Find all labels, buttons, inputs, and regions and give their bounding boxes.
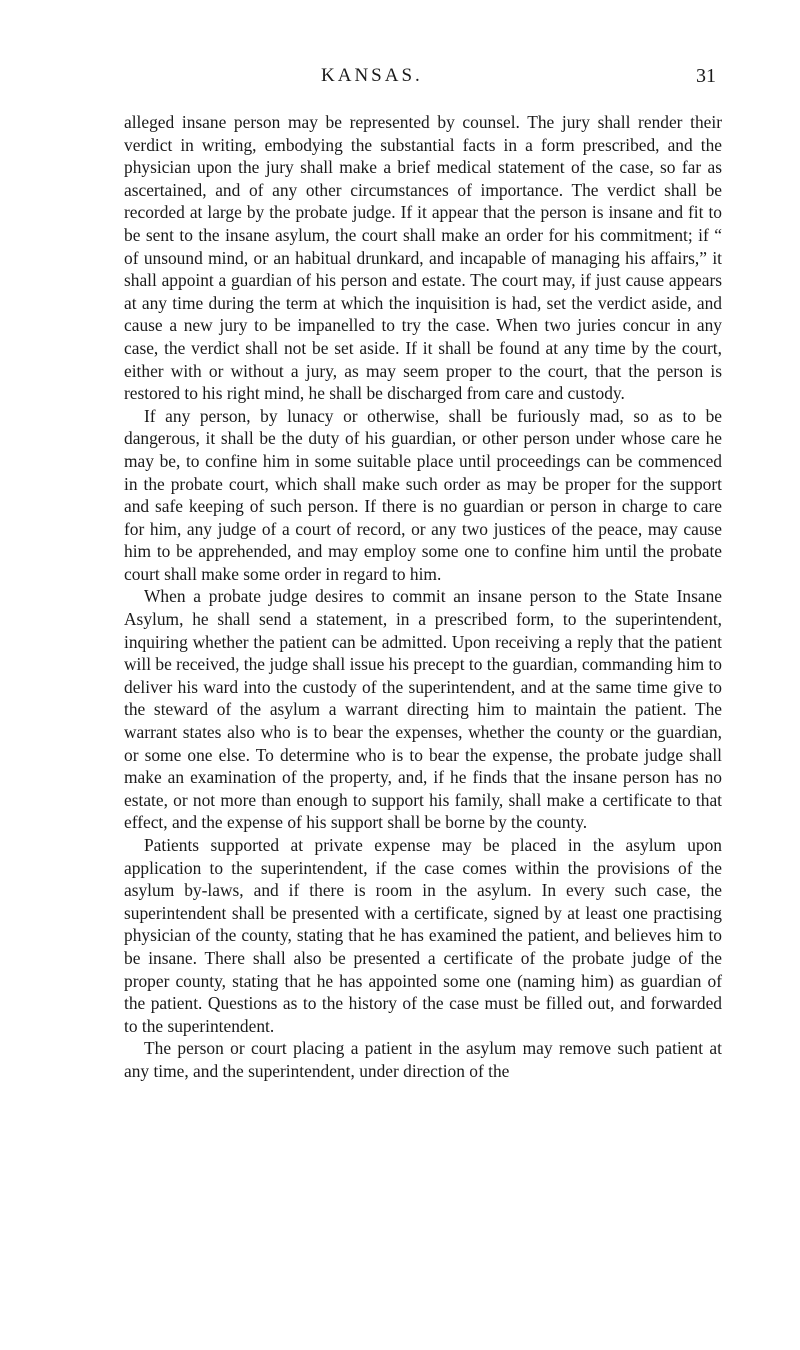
page-header <box>126 64 716 88</box>
paragraph-private-patients: Patients supported at private expense may be placed in the asylum upon application to the superintendent, if the case comes within the provisions of the asylum by-laws, and if there is room in the asylum. In every such case, the superintendent shall be presented with a certificate, signed by at least one practising physician of the county, stating that he has examined the patient, and believes him to be insane. There shall also be presented a certificate of the probate judge of the proper county, stating that he has appointed some one (naming him) as guardian of the patient. Questions as to the history of the case must be filled out, and forwarded to the superintendent. <box>124 835 722 1036</box>
running-head: KANSAS. <box>321 65 423 86</box>
paragraph-commitment-verdict: alleged insane person may be represented by counsel. The jury shall render their verdict in writing, embodying the substantial facts in a form prescribed, and the physician upon the jury shall make a brief medical statement of the case, so far as ascertained, and of any other circumstances of importance. The verdict shall be recorded at large by the probate judge. If it appear that the person is insane and fit to be sent to the insane asylum, the court shall make an order for his commitment; if “ of unsound mind, or an habitual drunkard, and incapable of managing his affairs,” it shall appoint a guardian of his person and estate. The court may, if just cause appears at any time during the term at which the inquisition is had, set the verdict aside, and cause a new jury to be impanelled to try the case. When two juries concur in any case, the verdict shall not be set aside. If it shall be found at any time by the court, either with or without a jury, as may seem proper to the court, that the person is restored to his right mind, he shall be discharged from care and custody. <box>124 112 722 404</box>
body-text <box>124 111 722 1083</box>
page-number: 31 <box>696 65 716 87</box>
paragraph-dangerous-lunacy: If any person, by lunacy or otherwise, shall be furiously mad, so as to be dangerous, it shall be the duty of his guardian, or other person under whose care he may be, to confine him in some suitable place until proceedings can be commenced in the probate court, which shall make such order as may be proper for the support and safe keeping of such person. If there is no guardian or person in charge to care for him, any judge of a court of record, or any two justices of the peace, may cause him to be apprehended, and may employ some one to confine him until the probate court shall make some order in regard to him. <box>124 405 722 584</box>
paragraph-state-asylum-commitment: When a probate judge desires to commit an insane person to the State Insane Asylum, he shall send a statement, in a prescribed form, to the superintendent, inquiring whether the patient can be admitted. Upon receiving a reply that the patient will be received, the judge shall issue his precept to the guardian, commanding him to deliver his ward into the custody of the superintendent, and at the same time give to the steward of the asylum a warrant directing him to maintain the patient. The warrant states also who is to bear the expenses, whether the county or the guardian, or some one else. To determine who is to bear the expense, the probate judge shall make an examination of the property, and, if he finds that the insane person has no estate, or not more than enough to support his family, shall make a certificate to that effect, and the expense of his support shall be borne by the county. <box>124 586 722 833</box>
paragraph-patient-removal: The person or court placing a patient in the asylum may remove such patient at any time, and the superintendent, under direction of the <box>124 1038 722 1081</box>
